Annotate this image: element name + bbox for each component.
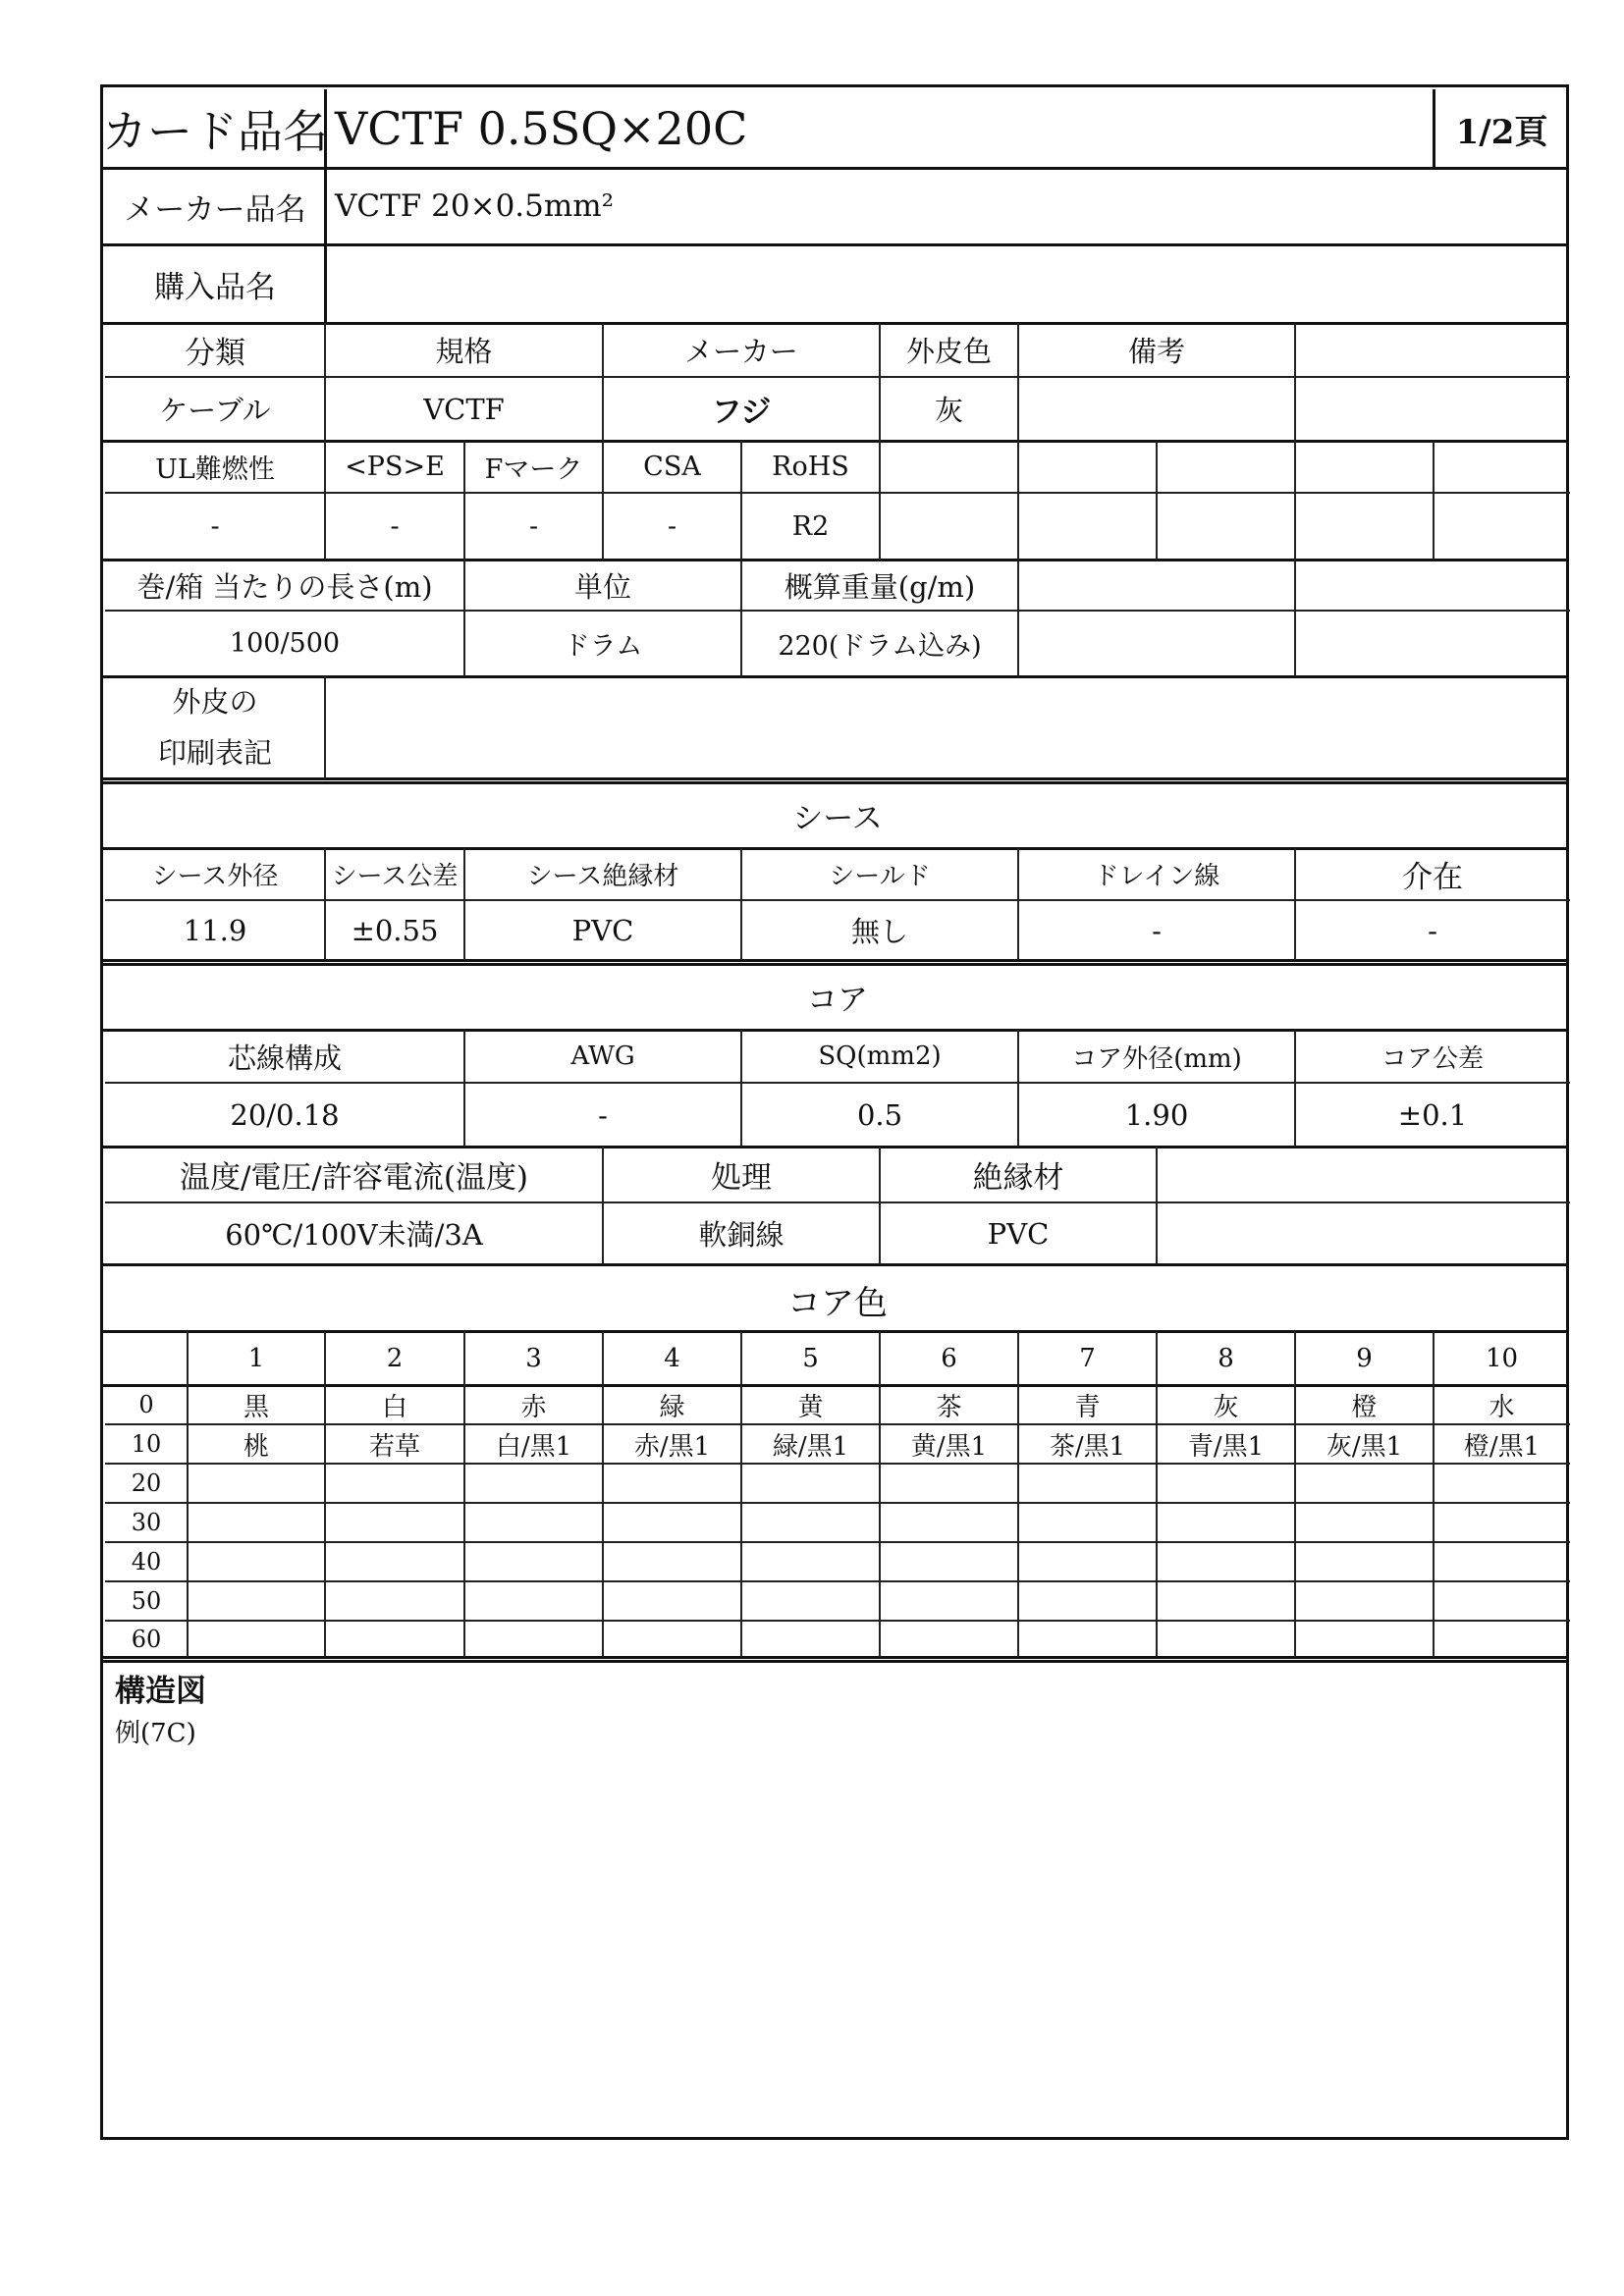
core-color-cell <box>603 1542 741 1581</box>
purchase-name-value <box>325 244 1580 323</box>
classification-value <box>1018 377 1295 441</box>
certification-value <box>1157 493 1295 560</box>
sheath-value: - <box>1152 913 1162 947</box>
core-rating-header: 絶縁材 <box>972 1160 1064 1196</box>
classification-value: VCTF <box>423 392 505 426</box>
horizontal-rule <box>103 1660 1566 1663</box>
classification-value <box>1295 377 1570 441</box>
core-color-cell <box>1157 1464 1295 1503</box>
sheath-header: シース外径 <box>151 862 279 891</box>
certification-header <box>880 441 1018 493</box>
packaging-header <box>1295 560 1570 611</box>
core-color-cell: 黄 <box>797 1392 824 1422</box>
core-color-cell <box>741 1464 880 1503</box>
core-color-cell <box>1018 1581 1157 1621</box>
sheath-header: 介在 <box>1402 860 1463 895</box>
classification-header: 外皮色 <box>905 335 992 368</box>
core-color-cell <box>1295 1503 1434 1542</box>
classification-value: 灰 <box>934 394 963 427</box>
core-color-cell: 青 <box>1074 1392 1101 1422</box>
core-value: - <box>598 1097 608 1132</box>
core-header: コア公差 <box>1380 1043 1484 1074</box>
core-rating-value: PVC <box>987 1216 1050 1251</box>
core-color-cell <box>1434 1581 1570 1621</box>
core-color-section-title: コア色 <box>787 1283 888 1323</box>
core-color-cell: 白/黒1 <box>495 1431 572 1462</box>
core-color-cell <box>1018 1464 1157 1503</box>
core-color-column-header: 6 <box>941 1343 957 1373</box>
certification-value <box>1434 493 1570 560</box>
core-color-cell <box>1157 1503 1295 1542</box>
core-color-cell <box>741 1503 880 1542</box>
core-color-cell: 茶 <box>936 1392 962 1422</box>
core-color-cell <box>464 1542 603 1581</box>
page-indicator: 1/2頁 <box>1455 112 1548 152</box>
structure-example: 例(7C) <box>115 1718 196 1748</box>
core-rating-value: 軟銅線 <box>698 1218 785 1252</box>
classification-header: メーカー <box>684 335 798 368</box>
sheath-header: シース公差 <box>331 862 459 891</box>
sheath-section-title: シース <box>792 801 883 836</box>
certification-value: - <box>528 510 539 542</box>
core-color-cell <box>603 1503 741 1542</box>
core-color-cell: 赤/黒1 <box>633 1431 711 1462</box>
core-color-cell: 黄/黒1 <box>910 1431 988 1462</box>
core-color-cell <box>880 1542 1018 1581</box>
core-color-cell <box>603 1621 741 1657</box>
certification-header <box>1295 441 1434 493</box>
certification-value: - <box>667 510 677 542</box>
core-color-cell: 青/黒1 <box>1187 1431 1265 1462</box>
packaging-header: 概算重量(g/m) <box>784 569 976 604</box>
certification-header: RoHS <box>772 452 849 482</box>
core-color-cell <box>188 1464 325 1503</box>
core-color-cell <box>880 1464 1018 1503</box>
sheath-value: 11.9 <box>183 913 247 947</box>
core-color-cell <box>325 1464 464 1503</box>
certification-header <box>1018 441 1157 493</box>
certification-value <box>880 493 1018 560</box>
certification-value <box>1018 493 1157 560</box>
packaging-value: 220(ドラム込み) <box>778 631 982 662</box>
core-color-column-header: 7 <box>1079 1343 1096 1373</box>
core-color-cell: 緑 <box>659 1392 685 1422</box>
print-marking-value <box>325 676 1580 778</box>
classification-header <box>1295 323 1570 377</box>
print-marking-label-line: 印刷表記 <box>157 736 272 770</box>
core-color-cell: 黒 <box>243 1392 269 1422</box>
core-color-row-label: 10 <box>131 1430 162 1458</box>
core-color-row-label: 60 <box>131 1625 162 1653</box>
sheath-value: PVC <box>571 913 634 947</box>
core-color-cell <box>1295 1542 1434 1581</box>
core-value: 0.5 <box>856 1097 903 1132</box>
certification-header <box>1157 441 1295 493</box>
core-value: 1.90 <box>1124 1097 1189 1132</box>
core-color-cell: 緑/黒1 <box>772 1431 849 1462</box>
packaging-value <box>1018 611 1295 676</box>
certification-value: - <box>210 510 220 542</box>
spec-sheet <box>100 84 1569 2140</box>
packaging-value <box>1295 611 1570 676</box>
sheath-value: - <box>1428 913 1437 947</box>
core-color-cell: 水 <box>1489 1392 1515 1422</box>
core-color-cell: 橙/黒1 <box>1463 1431 1541 1462</box>
classification-value: フジ <box>711 395 772 430</box>
core-color-cell <box>325 1621 464 1657</box>
core-color-cell <box>325 1503 464 1542</box>
core-color-cell <box>1434 1621 1570 1657</box>
core-color-cell <box>188 1542 325 1581</box>
core-color-column-header: 3 <box>525 1343 542 1373</box>
card-name-value: VCTF 0.5SQ×20C <box>335 102 748 155</box>
core-color-cell <box>188 1503 325 1542</box>
core-color-cell <box>1018 1503 1157 1542</box>
core-color-cell <box>1157 1581 1295 1621</box>
certification-value: R2 <box>791 510 830 542</box>
core-color-cell: 橙 <box>1351 1392 1378 1422</box>
core-color-cell: 茶/黒1 <box>1049 1431 1126 1462</box>
classification-header: 備考 <box>1127 335 1185 368</box>
classification-header: 分類 <box>185 336 245 371</box>
core-color-cell <box>1018 1621 1157 1657</box>
packaging-value: 100/500 <box>229 628 341 659</box>
core-color-cell <box>1157 1621 1295 1657</box>
core-color-column-header: 8 <box>1218 1343 1234 1373</box>
certification-header: Fマーク <box>484 454 583 485</box>
print-marking-label <box>105 676 325 778</box>
core-color-cell <box>741 1621 880 1657</box>
sheath-header: シース絶縁材 <box>526 862 679 891</box>
certification-header <box>1434 441 1570 493</box>
core-color-column-header: 1 <box>247 1343 265 1373</box>
core-color-cell <box>741 1542 880 1581</box>
core-color-cell: 若草 <box>368 1431 420 1462</box>
certification-value <box>1295 493 1434 560</box>
core-color-cell: 赤 <box>520 1392 547 1422</box>
core-rating-header: 温度/電圧/許容電流(温度) <box>179 1160 529 1196</box>
packaging-header: 巻/箱 当たりの長さ(m) <box>136 569 433 604</box>
core-color-cell: 白 <box>381 1392 407 1422</box>
sheath-header: ドレイン線 <box>1093 862 1220 891</box>
packaging-header: 単位 <box>573 569 631 604</box>
core-color-cell <box>1434 1464 1570 1503</box>
core-color-cell <box>603 1581 741 1621</box>
maker-name-value: VCTF 20×0.5mm² <box>335 188 615 224</box>
core-value: ±0.1 <box>1397 1097 1468 1132</box>
core-color-column-header: 10 <box>1485 1343 1519 1373</box>
certification-header: UL難燃性 <box>155 454 275 485</box>
certification-header: CSA <box>643 452 701 482</box>
core-color-cell <box>1157 1542 1295 1581</box>
core-color-column-header: 5 <box>802 1343 819 1373</box>
core-color-column-header: 4 <box>664 1343 680 1373</box>
core-color-cell <box>1434 1542 1570 1581</box>
core-color-row-label: 0 <box>138 1391 154 1418</box>
purchase-name-label: 購入品名 <box>154 269 276 305</box>
structure-title: 構造図 <box>115 1673 206 1709</box>
core-color-cell <box>880 1503 1018 1542</box>
core-color-cell: 灰 <box>1213 1392 1239 1422</box>
core-color-column-header: 9 <box>1356 1343 1373 1373</box>
sheath-header: シールド <box>829 862 931 891</box>
core-rating-value <box>1157 1202 1570 1264</box>
core-color-cell <box>464 1503 603 1542</box>
core-color-cell <box>1295 1621 1434 1657</box>
core-header: AWG <box>570 1041 635 1071</box>
packaging-header <box>1018 560 1295 611</box>
core-color-cell <box>325 1581 464 1621</box>
core-color-row-label: 40 <box>131 1548 162 1575</box>
packaging-value: ドラム <box>563 631 643 662</box>
core-color-column-header: 2 <box>386 1343 404 1373</box>
card-name-label: カード品名 <box>102 105 328 158</box>
core-color-row-label: 50 <box>131 1587 162 1615</box>
certification-value: - <box>390 510 400 542</box>
core-rating-header: 処理 <box>711 1160 772 1196</box>
core-color-cell <box>464 1581 603 1621</box>
classification-value: ケーブル <box>159 394 271 427</box>
core-color-cell <box>1018 1542 1157 1581</box>
core-color-cell <box>464 1621 603 1657</box>
core-color-cell <box>880 1621 1018 1657</box>
core-color-cell: 灰/黒1 <box>1326 1431 1403 1462</box>
core-color-row-label: 20 <box>131 1469 162 1497</box>
core-color-cell: 桃 <box>243 1431 269 1462</box>
sheath-value: 無し <box>850 915 908 948</box>
core-color-cell <box>603 1464 741 1503</box>
core-color-cell <box>1295 1581 1434 1621</box>
core-value: 20/0.18 <box>230 1097 340 1132</box>
core-color-cell <box>741 1581 880 1621</box>
core-color-cell <box>325 1542 464 1581</box>
core-color-cell <box>880 1581 1018 1621</box>
core-rating-value: 60℃/100V未満/3A <box>225 1218 483 1252</box>
core-color-cell <box>464 1464 603 1503</box>
certification-header: <PS>E <box>345 452 445 482</box>
core-header: SQ(mm2) <box>818 1041 942 1071</box>
classification-header: 規格 <box>435 335 493 368</box>
print-marking-label-line: 外皮の <box>172 685 258 719</box>
core-header: 芯線構成 <box>227 1041 342 1075</box>
sheath-value: ±0.55 <box>351 913 439 947</box>
core-rating-header <box>1157 1147 1570 1202</box>
maker-name-label: メーカー品名 <box>124 191 306 228</box>
core-header: コア外径(mm) <box>1071 1043 1242 1074</box>
core-section-title: コア <box>807 983 868 1018</box>
core-color-cell <box>188 1581 325 1621</box>
core-color-cell <box>1434 1503 1570 1542</box>
core-color-cell <box>188 1621 325 1657</box>
core-color-cell <box>1295 1464 1434 1503</box>
core-color-row-label: 30 <box>131 1509 162 1536</box>
